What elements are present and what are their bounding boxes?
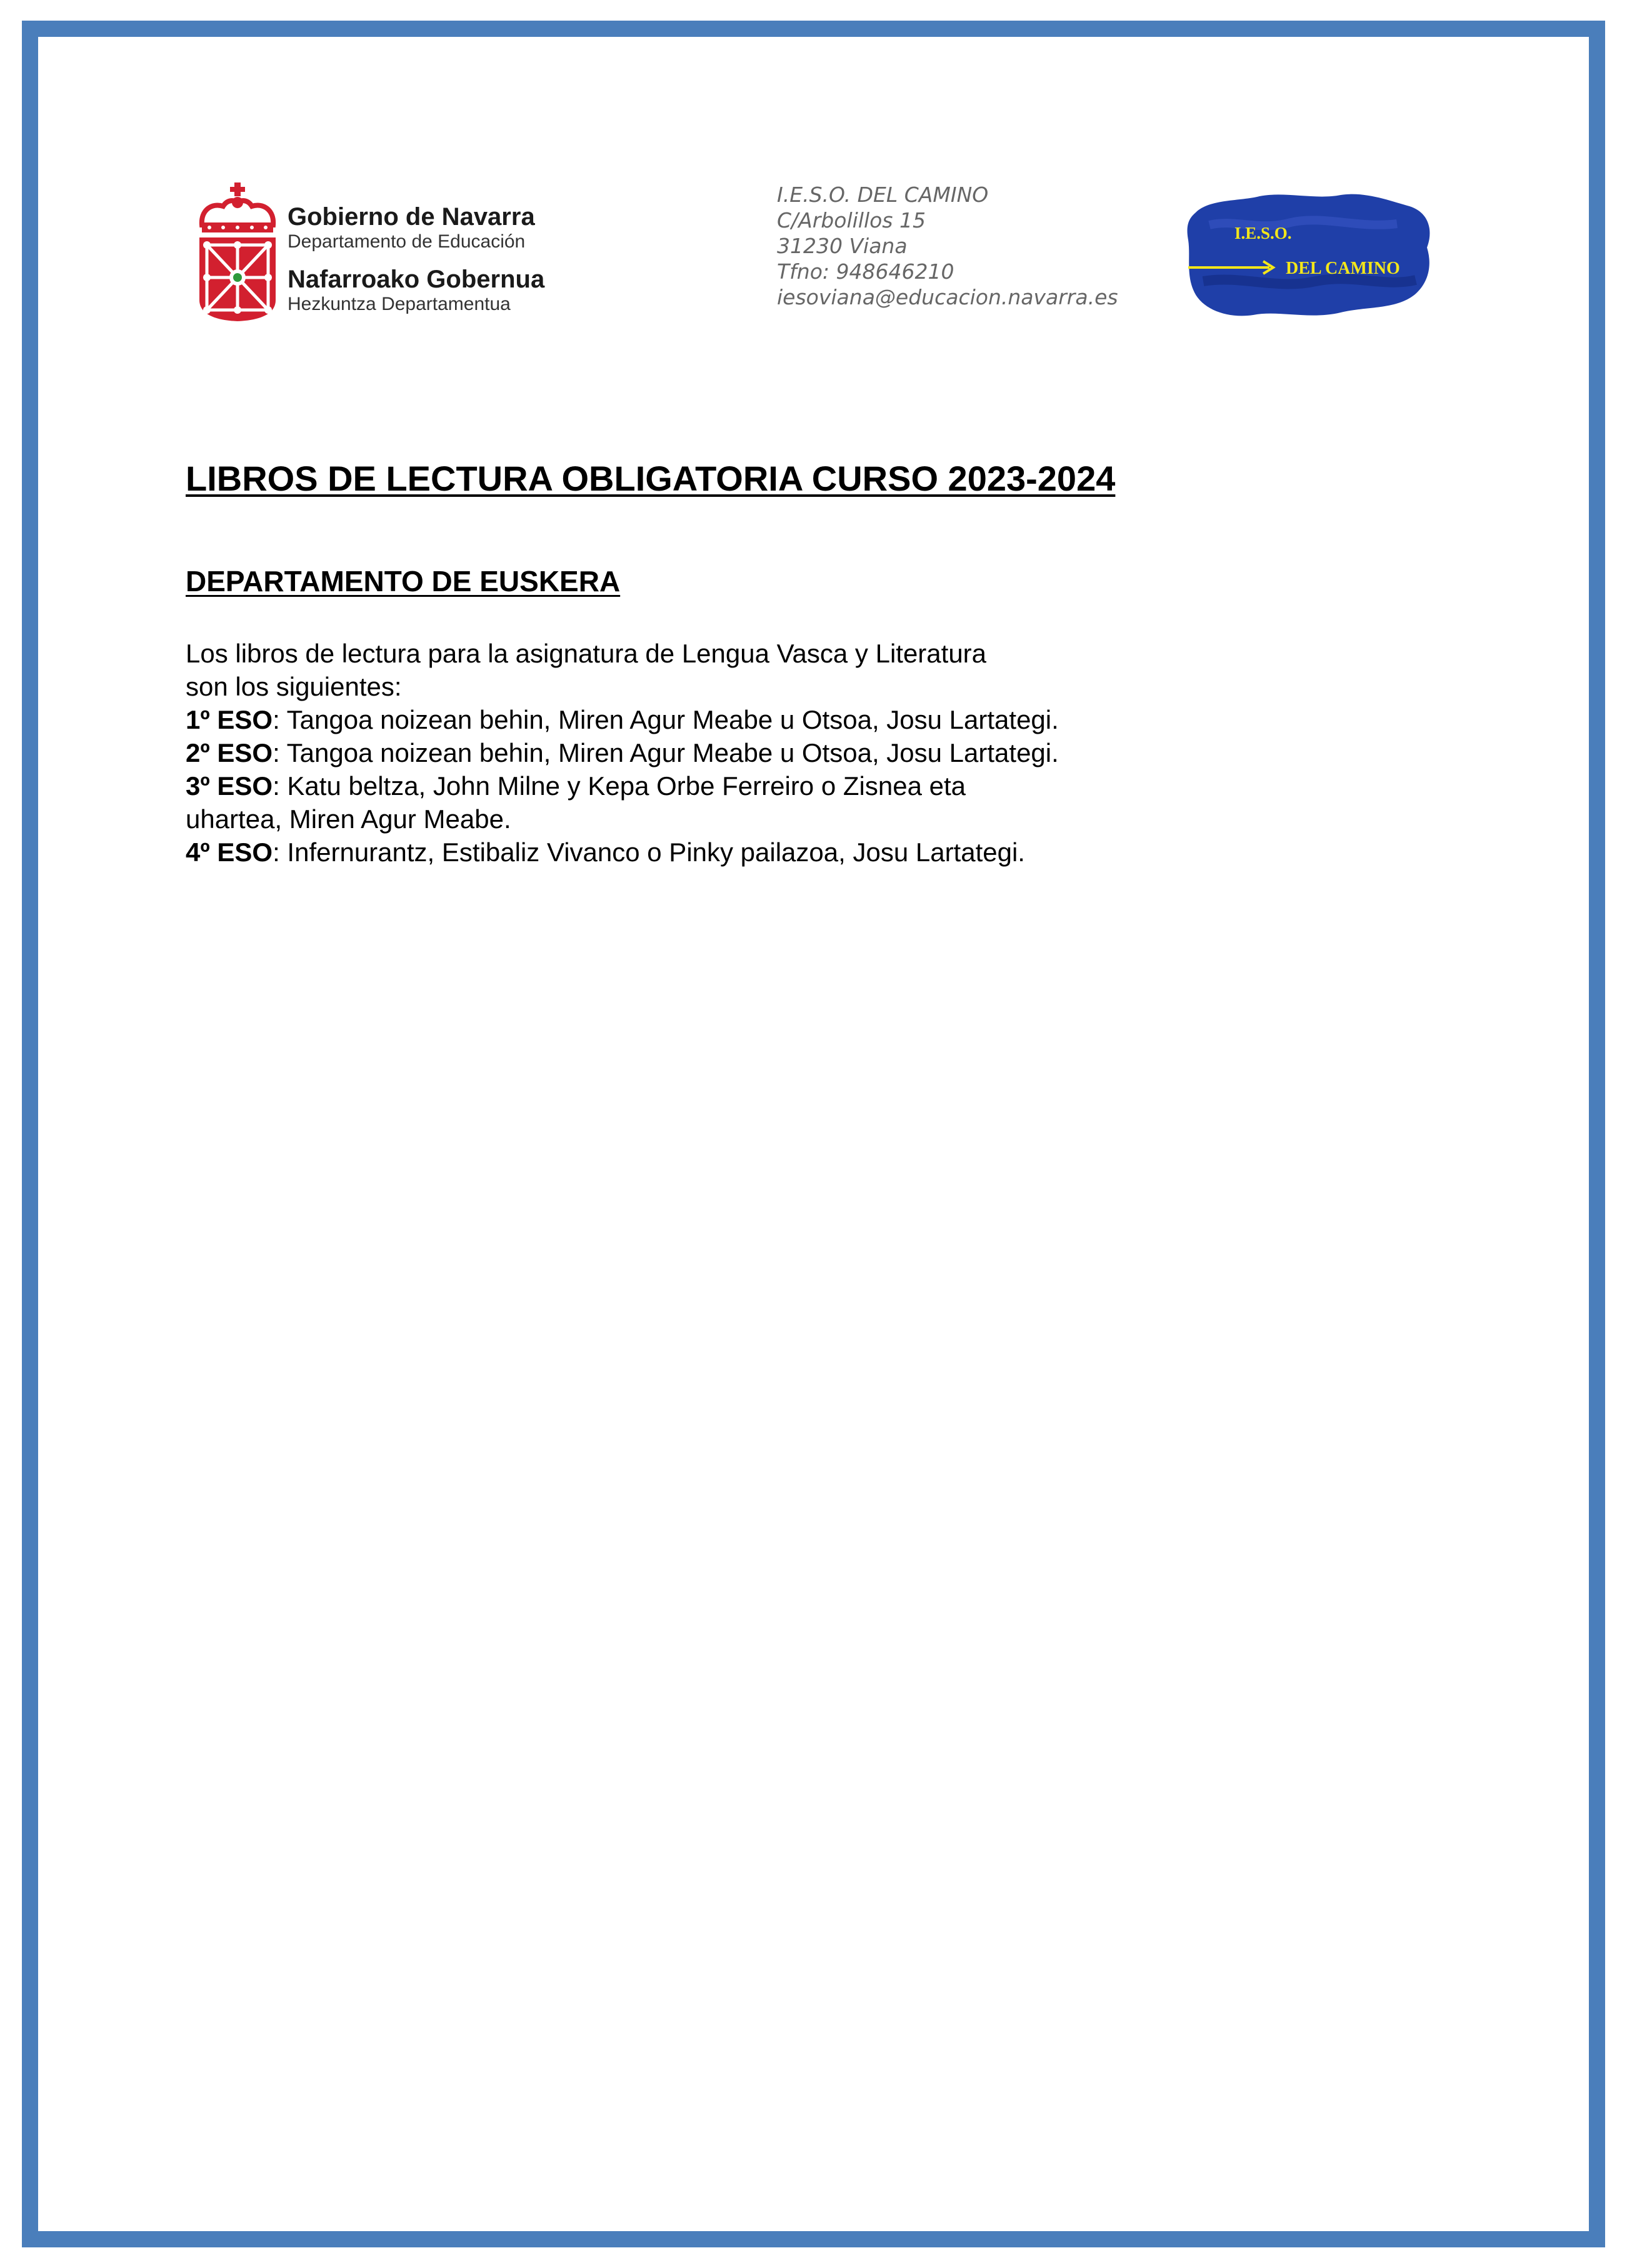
school-phone: Tfno: 948646210 xyxy=(777,259,954,284)
document-title: LIBROS DE LECTURA OBLIGATORIA CURSO 2023-2024 xyxy=(186,459,1116,498)
reading-item-2 xyxy=(186,736,1373,769)
department-heading: DEPARTAMENTO DE EUSKERA xyxy=(186,565,621,597)
school-name: I.E.S.O. DEL CAMINO xyxy=(777,182,989,207)
school-street: C/Arbolillos 15 xyxy=(777,208,926,232)
reading-item-level: 3º ESO xyxy=(186,771,273,801)
reading-item-level: 2º ESO xyxy=(186,738,273,767)
government-text xyxy=(288,202,544,315)
navarra-coat-of-arms-icon xyxy=(197,181,278,322)
school-address xyxy=(777,182,1118,310)
reading-item-4 xyxy=(186,836,1373,869)
reading-item-3-continuation: uhartea, Miren Agur Meabe. xyxy=(186,804,511,834)
reading-item-text: : Katu beltza, John Milne y Kepa Orbe Ferreiro o Zisnea eta xyxy=(273,771,966,801)
reading-item-level: 4º ESO xyxy=(186,837,273,867)
reading-item-text: : Infernurantz, Estibaliz Vivanco o Pinky pailazoa, Josu Lartategi. xyxy=(273,837,1025,867)
reading-item-1 xyxy=(186,703,1373,736)
government-name-es: Gobierno de Navarra xyxy=(288,203,535,231)
school-city: 31230 Viana xyxy=(777,234,908,258)
intro-line-1: Los libros de lectura para la asignatura de Lengua Vasca y Literatura xyxy=(186,639,987,668)
government-logo xyxy=(197,181,559,322)
reading-item-level: 1º ESO xyxy=(186,705,273,734)
government-name-eu: Nafarroako Gobernua xyxy=(288,266,545,293)
school-logo-background-icon xyxy=(1184,187,1434,322)
school-email: iesoviana@educacion.navarra.es xyxy=(777,285,1118,309)
government-department-es: Departamento de Educación xyxy=(288,231,526,252)
reading-item-text: : Tangoa noizean behin, Miren Agur Meabe u Otsoa, Josu Lartategi. xyxy=(273,705,1059,734)
reading-item-3 xyxy=(186,769,1373,802)
government-department-eu: Hezkuntza Departamentua xyxy=(288,294,511,314)
page-frame xyxy=(22,21,1605,2247)
document-body xyxy=(186,637,1373,869)
school-logo-line1: I.E.S.O. xyxy=(1234,224,1292,242)
school-logo-line2: DEL CAMINO xyxy=(1286,259,1400,278)
intro-line-2: son los siguientes: xyxy=(186,672,402,701)
reading-item-text: : Tangoa noizean behin, Miren Agur Meabe u Otsoa, Josu Lartategi. xyxy=(273,738,1059,767)
school-logo xyxy=(1184,187,1434,322)
